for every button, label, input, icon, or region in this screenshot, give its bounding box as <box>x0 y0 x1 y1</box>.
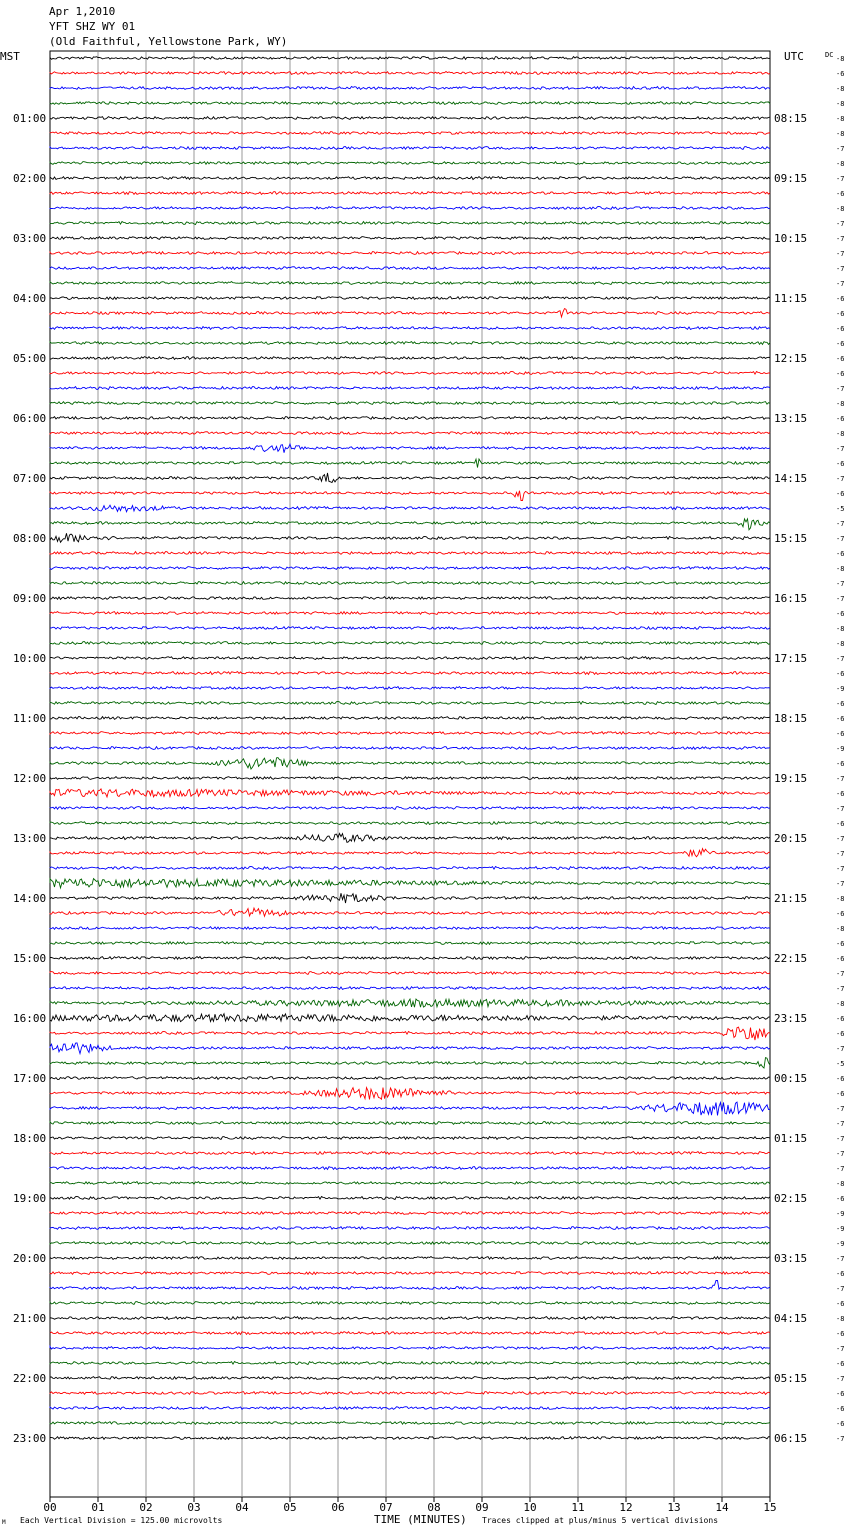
seismic-trace <box>50 612 770 615</box>
seismic-trace <box>50 867 770 870</box>
dc-offset-value: -7 <box>836 265 845 273</box>
hour-label-left: 07:00 <box>13 472 47 485</box>
dc-offset-value: -5 <box>836 1060 845 1068</box>
seismic-trace <box>50 807 770 810</box>
seismic-trace <box>50 908 770 916</box>
dc-offset-value: -8 <box>836 625 845 633</box>
dc-offset-value: -7 <box>836 445 845 453</box>
dc-offset-value: -7 <box>836 145 845 153</box>
seismic-trace <box>50 582 770 585</box>
hour-label-right: 05:15 <box>774 1372 808 1385</box>
seismic-trace <box>50 132 770 135</box>
x-tick-label: 02 <box>139 1501 153 1514</box>
hour-label-left: 18:00 <box>13 1132 47 1145</box>
dc-offset-value: -7 <box>836 805 845 813</box>
seismic-trace <box>50 942 770 945</box>
x-tick-label: 09 <box>475 1501 489 1514</box>
seismic-trace <box>50 177 770 180</box>
dc-offset-value: -7 <box>836 1105 845 1113</box>
dc-offset-value: -6 <box>836 1420 845 1428</box>
seismic-trace <box>50 1422 770 1425</box>
dc-offset-value: -8 <box>836 1180 845 1188</box>
seismic-trace <box>50 1102 770 1115</box>
hour-label-left: 02:00 <box>13 172 47 185</box>
dc-offset-value: -8 <box>836 565 845 573</box>
seismic-trace <box>50 459 770 468</box>
seismic-trace <box>50 1272 770 1275</box>
hour-label-left: 23:00 <box>13 1432 47 1445</box>
dc-offset-value: -6 <box>836 340 845 348</box>
left-timezone-label: MST <box>0 50 20 63</box>
seismic-trace <box>50 491 770 501</box>
seismic-trace <box>50 1058 770 1068</box>
dc-offset-value: -6 <box>836 355 845 363</box>
dc-offset-value: -6 <box>836 370 845 378</box>
dc-offset-value: -7 <box>836 595 845 603</box>
seismic-trace <box>50 657 770 660</box>
seismic-trace <box>50 1407 770 1410</box>
seismic-trace <box>50 87 770 90</box>
x-tick-label: 10 <box>523 1501 537 1514</box>
seismic-trace <box>50 402 770 405</box>
dc-offset-value: -9 <box>836 685 845 693</box>
seismic-trace <box>50 117 770 120</box>
seismic-trace <box>50 372 770 375</box>
seismic-trace <box>50 237 770 240</box>
hour-label-right: 16:15 <box>774 592 808 605</box>
seismic-trace <box>50 417 770 420</box>
seismic-trace <box>50 252 770 255</box>
hour-label-left: 09:00 <box>13 592 47 605</box>
x-tick-label: 01 <box>91 1501 105 1514</box>
dc-offset-value: -6 <box>836 955 845 963</box>
seismic-trace <box>50 822 770 825</box>
hour-label-left: 16:00 <box>13 1012 47 1025</box>
seismic-trace <box>50 147 770 150</box>
seismic-trace <box>50 1332 770 1335</box>
dc-offset-value: -8 <box>836 1000 845 1008</box>
dc-offset-value: -7 <box>836 985 845 993</box>
seismic-trace <box>50 1227 770 1230</box>
x-axis-ticks <box>43 1497 776 1514</box>
x-tick-label: 14 <box>715 1501 729 1514</box>
dc-offset-value: -6 <box>836 610 845 618</box>
seismic-trace <box>50 789 770 797</box>
x-tick-label: 06 <box>331 1501 345 1514</box>
dc-offset-value: -6 <box>836 790 845 798</box>
hour-label-right: 08:15 <box>774 112 808 125</box>
hour-label-left: 13:00 <box>13 832 47 845</box>
hour-label-left: 10:00 <box>13 652 47 665</box>
dc-offset-value: -7 <box>836 655 845 663</box>
seismic-trace <box>50 879 770 888</box>
dc-offset-value: -6 <box>836 1195 845 1203</box>
hour-label-left: 11:00 <box>13 712 47 725</box>
seismic-trace <box>50 927 770 930</box>
hour-label-left: 04:00 <box>13 292 47 305</box>
hour-label-right: 06:15 <box>774 1432 808 1445</box>
seismic-trace <box>50 1197 770 1200</box>
hour-label-right: 10:15 <box>774 232 808 245</box>
dc-offset-value: -8 <box>836 895 845 903</box>
seismic-trace <box>50 1347 770 1350</box>
hour-label-right: 12:15 <box>774 352 808 365</box>
dc-label: DC <box>825 51 834 59</box>
dc-offset-value: -7 <box>836 835 845 843</box>
dc-offset-value: -7 <box>836 865 845 873</box>
seismic-trace <box>50 57 770 60</box>
dc-offset-value: -8 <box>836 1315 845 1323</box>
hour-label-left: 20:00 <box>13 1252 47 1265</box>
seismic-trace <box>50 533 770 542</box>
seismic-trace <box>50 642 770 645</box>
seismic-trace <box>50 552 770 555</box>
seismic-trace <box>50 192 770 195</box>
x-tick-label: 00 <box>43 1501 57 1514</box>
seismic-trace <box>50 777 770 780</box>
dc-offset-value: -6 <box>836 820 845 828</box>
dc-offset-value: -5 <box>836 505 845 513</box>
dc-offset-value: -6 <box>836 70 845 78</box>
dc-offset-value: -7 <box>836 520 845 528</box>
dc-offset-value: -6 <box>836 490 845 498</box>
dc-offset-value: -6 <box>836 1405 845 1413</box>
dc-offset-value: -7 <box>836 385 845 393</box>
seismic-trace <box>50 505 770 512</box>
hour-label-right: 19:15 <box>774 772 808 785</box>
seismic-trace <box>50 627 770 630</box>
hour-label-left: 08:00 <box>13 532 47 545</box>
x-tick-label: 07 <box>379 1501 393 1514</box>
dc-offset-value: -7 <box>836 535 845 543</box>
x-tick-label: 15 <box>763 1501 777 1514</box>
dc-offset-value: -7 <box>836 775 845 783</box>
hour-label-right: 17:15 <box>774 652 808 665</box>
seismic-trace <box>50 72 770 75</box>
seismic-trace <box>50 162 770 165</box>
seismic-trace <box>50 1077 770 1080</box>
dc-offset-value: -6 <box>836 910 845 918</box>
dc-offset-value: -7 <box>836 1435 845 1443</box>
hour-label-right: 11:15 <box>774 292 808 305</box>
hour-label-right: 18:15 <box>774 712 808 725</box>
dc-offset-value: -7 <box>836 1135 845 1143</box>
seismic-trace <box>50 702 770 705</box>
dc-offset-value: -8 <box>836 205 845 213</box>
seismic-trace <box>50 432 770 435</box>
dc-offset-value: -8 <box>836 925 845 933</box>
x-tick-label: 12 <box>619 1501 633 1514</box>
seismic-trace <box>50 567 770 570</box>
dc-offset-value: -6 <box>836 295 845 303</box>
dc-offset-value: -7 <box>836 250 845 258</box>
dc-offset-value: -6 <box>836 310 845 318</box>
dc-offset-value: -6 <box>836 715 845 723</box>
trace-group <box>50 57 770 1440</box>
seismic-trace <box>50 1257 770 1260</box>
dc-offset-value: -7 <box>836 1255 845 1263</box>
seismic-trace <box>50 387 770 390</box>
station-label: YFT SHZ WY 01 <box>49 20 136 33</box>
hour-label-right: 09:15 <box>774 172 808 185</box>
dc-offset-value: -7 <box>836 220 845 228</box>
seismic-trace <box>50 1392 770 1395</box>
seismic-trace <box>50 732 770 735</box>
dc-offset-value: -6 <box>836 460 845 468</box>
seismic-trace <box>50 849 770 857</box>
hour-label-right: 15:15 <box>774 532 808 545</box>
hour-label-right: 00:15 <box>774 1072 808 1085</box>
dc-offset-value: -7 <box>836 1375 845 1383</box>
hour-label-right: 20:15 <box>774 832 808 845</box>
seismic-trace <box>50 1043 770 1054</box>
seismic-trace <box>50 207 770 210</box>
dc-offset-value: -6 <box>836 730 845 738</box>
dc-offset-value: -8 <box>836 100 845 108</box>
dc-offset-value: -7 <box>836 1150 845 1158</box>
dc-offset-value: -8 <box>836 130 845 138</box>
dc-offset-value: -7 <box>836 1045 845 1053</box>
dc-offset-value: -6 <box>836 1030 845 1038</box>
seismic-trace <box>50 987 770 990</box>
dc-offset-value: -7 <box>836 880 845 888</box>
hour-label-right: 01:15 <box>774 1132 808 1145</box>
seismic-trace <box>50 342 770 345</box>
x-tick-label: 04 <box>235 1501 249 1514</box>
dc-offset-value: -8 <box>836 115 845 123</box>
dc-offset-value: -6 <box>836 415 845 423</box>
hour-label-left: 14:00 <box>13 892 47 905</box>
right-timezone-label: UTC <box>784 50 804 63</box>
hour-label-left: 19:00 <box>13 1192 47 1205</box>
dc-offset-value: -7 <box>836 1345 845 1353</box>
hour-label-left: 15:00 <box>13 952 47 965</box>
location-label: (Old Faithful, Yellowstone Park, WY) <box>49 35 288 48</box>
hour-label-left: 03:00 <box>13 232 47 245</box>
dc-offset-value: -6 <box>836 1090 845 1098</box>
seismic-trace <box>50 1362 770 1365</box>
hour-label-left: 22:00 <box>13 1372 47 1385</box>
clip-note: Traces clipped at plus/minus 5 vertical divisions <box>482 1516 719 1525</box>
dc-offset-value: -8 <box>836 55 845 63</box>
dc-offset-value: -7 <box>836 850 845 858</box>
seismic-trace <box>50 267 770 270</box>
x-tick-label: 13 <box>667 1501 681 1514</box>
dc-offset-value: -6 <box>836 670 845 678</box>
dc-offset-value: -6 <box>836 1015 845 1023</box>
dc-offset-value: -6 <box>836 1330 845 1338</box>
dc-offset-value: -7 <box>836 970 845 978</box>
dc-offset-value: -6 <box>836 1075 845 1083</box>
seismic-trace <box>50 999 770 1007</box>
hour-label-right: 22:15 <box>774 952 808 965</box>
hour-label-left: 05:00 <box>13 352 47 365</box>
seismic-trace <box>50 102 770 105</box>
dc-offset-values <box>836 55 844 1443</box>
dc-offset-value: -6 <box>836 1300 845 1308</box>
dc-offset-value: -8 <box>836 85 845 93</box>
dc-offset-value: -8 <box>836 430 845 438</box>
dc-offset-value: -6 <box>836 940 845 948</box>
dc-offset-value: -8 <box>836 160 845 168</box>
hour-label-right: 13:15 <box>774 412 808 425</box>
seismic-trace <box>50 1137 770 1140</box>
corner-mark: M <box>2 1519 6 1526</box>
seismic-trace <box>50 1242 770 1245</box>
hour-label-left: 01:00 <box>13 112 47 125</box>
scale-note: Each Vertical Division = 125.00 microvolts <box>20 1516 223 1525</box>
dc-offset-value: -6 <box>836 550 845 558</box>
seismic-trace <box>50 282 770 285</box>
dc-offset-value: -6 <box>836 1390 845 1398</box>
seismic-trace <box>50 1317 770 1320</box>
seismic-trace <box>50 957 770 960</box>
dc-offset-value: -6 <box>836 1360 845 1368</box>
dc-offset-value: -6 <box>836 760 845 768</box>
seismic-trace <box>50 519 770 530</box>
hour-label-left: 06:00 <box>13 412 47 425</box>
seismic-trace <box>50 972 770 975</box>
seismic-trace <box>50 1152 770 1155</box>
x-tick-label: 08 <box>427 1501 441 1514</box>
seismic-trace <box>50 444 770 453</box>
hour-label-right: 14:15 <box>774 472 808 485</box>
dc-offset-value: -9 <box>836 1240 845 1248</box>
dc-offset-value: -7 <box>836 475 845 483</box>
seismic-trace <box>50 1437 770 1440</box>
dc-offset-value: -7 <box>836 1285 845 1293</box>
x-tick-label: 11 <box>571 1501 585 1514</box>
dc-offset-value: -6 <box>836 325 845 333</box>
hour-label-left: 17:00 <box>13 1072 47 1085</box>
dc-offset-value: -8 <box>836 640 845 648</box>
dc-offset-value: -7 <box>836 235 845 243</box>
date-label: Apr 1,2010 <box>49 5 116 18</box>
x-axis-title: TIME (MINUTES) <box>374 1513 467 1526</box>
seismic-trace <box>50 1122 770 1125</box>
seismic-trace <box>50 1167 770 1170</box>
seismic-trace <box>50 717 770 720</box>
seismic-trace <box>50 747 770 750</box>
seismic-trace <box>50 1377 770 1380</box>
hour-label-right: 03:15 <box>774 1252 808 1265</box>
seismic-trace <box>50 327 770 330</box>
seismic-trace <box>50 597 770 600</box>
seismic-trace <box>50 357 770 360</box>
seismic-trace <box>50 1302 770 1305</box>
dc-offset-value: -7 <box>836 1165 845 1173</box>
seismic-trace <box>50 833 770 842</box>
seismic-trace <box>50 1212 770 1215</box>
seismic-trace <box>50 222 770 225</box>
x-tick-label: 03 <box>187 1501 201 1514</box>
x-tick-label: 05 <box>283 1501 297 1514</box>
seismic-trace <box>50 473 770 483</box>
hour-label-left: 12:00 <box>13 772 47 785</box>
seismic-trace <box>50 1281 770 1290</box>
dc-offset-value: -9 <box>836 745 845 753</box>
dc-offset-value: -7 <box>836 175 845 183</box>
dc-offset-value: -7 <box>836 580 845 588</box>
seismic-trace <box>50 1182 770 1185</box>
seismic-trace <box>50 1088 770 1100</box>
dc-offset-value: -7 <box>836 280 845 288</box>
hour-label-right: 21:15 <box>774 892 808 905</box>
seismic-trace <box>50 309 770 317</box>
hour-label-right: 04:15 <box>774 1312 808 1325</box>
hour-label-right: 02:15 <box>774 1192 808 1205</box>
seismic-trace <box>50 297 770 300</box>
seismic-trace <box>50 893 770 903</box>
dc-offset-value: -9 <box>836 1225 845 1233</box>
dc-offset-value: -8 <box>836 400 845 408</box>
seismic-trace <box>50 672 770 675</box>
dc-offset-value: -6 <box>836 1270 845 1278</box>
seismic-trace <box>50 687 770 690</box>
seismic-trace <box>50 1027 770 1040</box>
dc-offset-value: -7 <box>836 1120 845 1128</box>
hour-label-right: 23:15 <box>774 1012 808 1025</box>
dc-offset-value: -9 <box>836 1210 845 1218</box>
dc-offset-value: -6 <box>836 700 845 708</box>
dc-offset-value: -6 <box>836 190 845 198</box>
hour-label-left: 21:00 <box>13 1312 47 1325</box>
seismic-trace <box>50 1014 770 1022</box>
seismic-trace <box>50 758 770 769</box>
